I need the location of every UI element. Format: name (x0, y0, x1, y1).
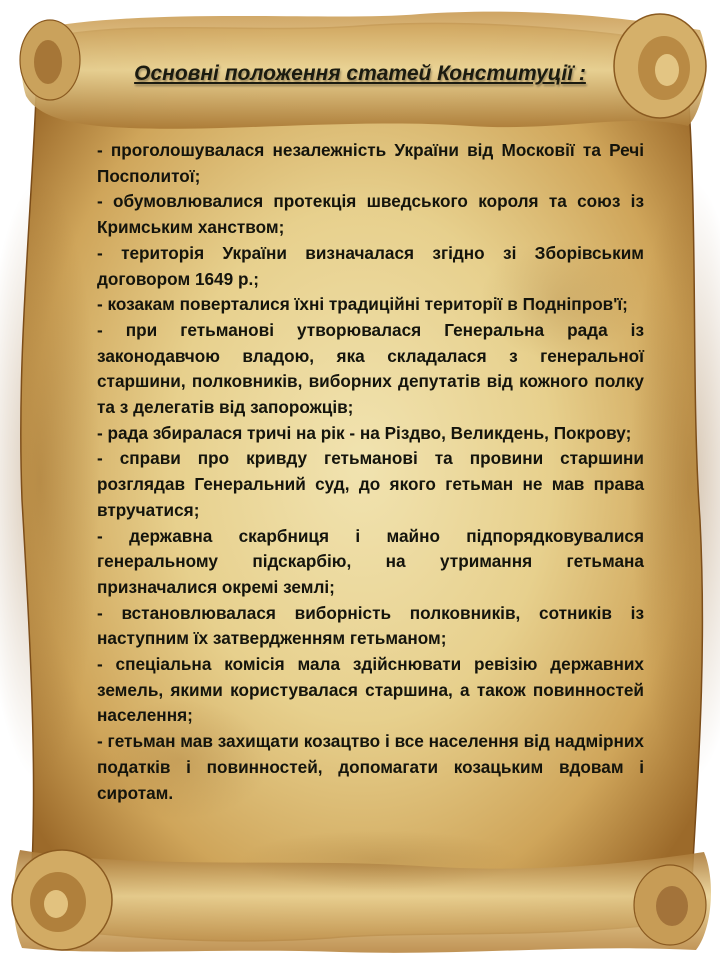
list-item: - козакам поверталися їхні традиційні території в Подніпров'ї; (97, 294, 628, 315)
list-item: - встановлювалася виборність полковників, сотників із наступним їх затвердженням гетьманом; (97, 602, 644, 649)
list-item: - спеціальна комісія мала здійснювати ревізію державних земель, якими користувалася старшина, а також повинностей населення; (97, 654, 644, 726)
list-item: - проголошувалася незалежність України від Московії та Речі Посполитої; (97, 140, 644, 186)
list-item: - державна скарбниця і майно підпорядковувалися генеральному підскарбію, на утримання гетьмана призначалися окремі землі; (97, 525, 644, 597)
list-item: - гетьман мав захищати козацтво і все населення від надмірних податків і повинностей, допомагати козацьким вдовам і сиротам. (97, 731, 644, 803)
constitution-provisions-list (97, 138, 644, 806)
list-item: - рада збиралася тричі на рік - на Різдво, Великдень, Покрову; (97, 422, 632, 443)
list-item: - обумовлювалися протекція шведського короля та союз із Кримським ханством; (97, 191, 644, 238)
list-item: - територія України визначалася згідно зі Зборівським договором 1649 р.; (97, 242, 644, 289)
list-item: - справи про кривду гетьманові та провини старшини розглядав Генеральний суд, до якого гетьман не мав права втручатися; (97, 448, 644, 520)
list-item: - при гетьманові утворювалася Генеральна рада із законодавчою владою, яка складалася з генеральної старшини, полковників, виборних депутатів від кожного полку та з делегатів від запорожців; (97, 319, 644, 418)
page-title: Основні положення статей Конституції : (134, 62, 586, 85)
